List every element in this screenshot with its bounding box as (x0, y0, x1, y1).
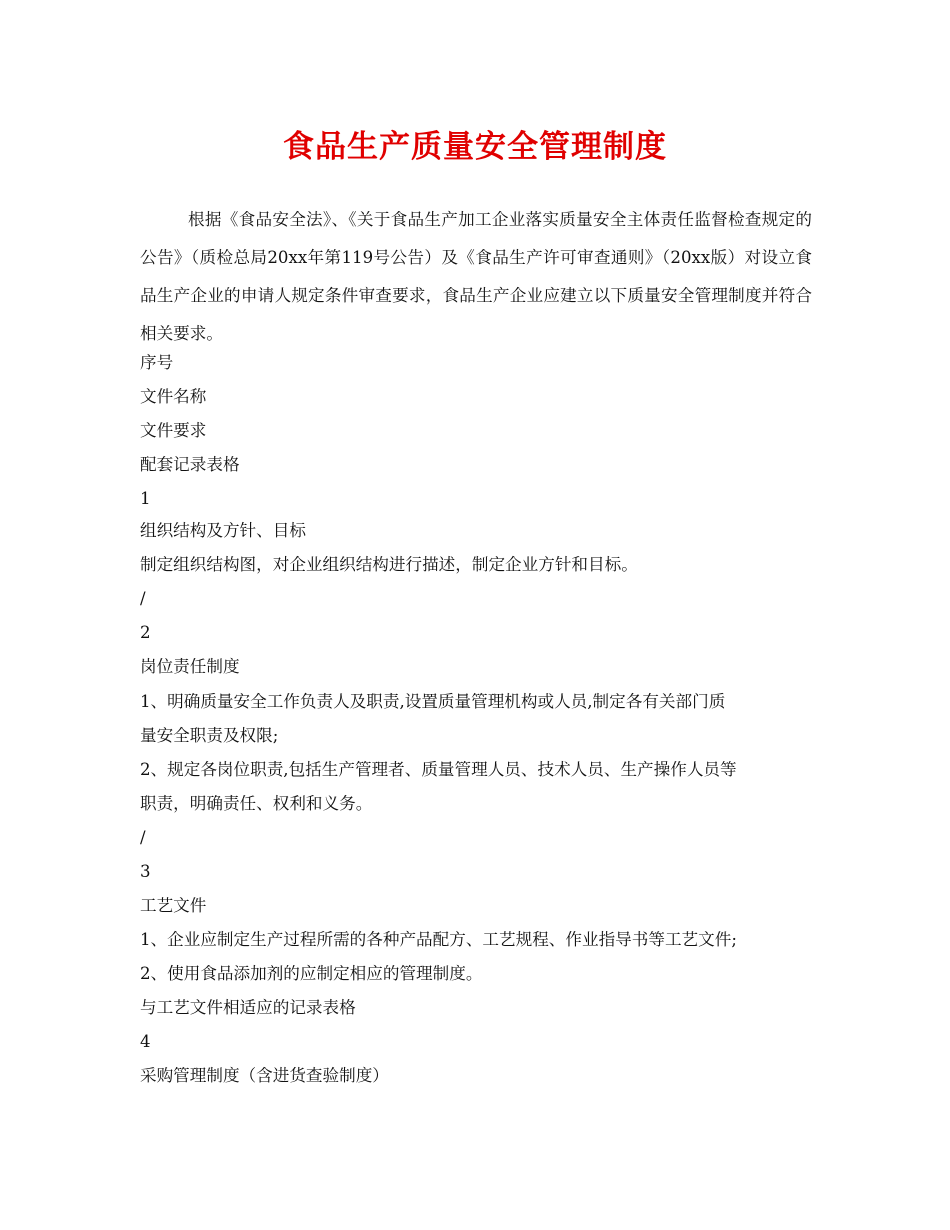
line-item-2-name: 岗位责任制度 (140, 657, 240, 676)
line-item-3-record: 与工艺文件相适应的记录表格 (140, 998, 356, 1017)
line-header-record-form: 配套记录表格 (140, 455, 240, 474)
line-item-4-name: 采购管理制度（含进货查验制度） (140, 1066, 389, 1085)
line-item-3-number: 3 (140, 862, 151, 881)
intro-paragraph: 根据《食品安全法》、《关于食品生产加工企业落实质量安全主体责任监督检查规定的公告》（质检总局20xx年第119号公告）及《食品生产许可审查通则》（20xx版）对设立食品生产企业的申请人规定条件审查要求，食品生产企业应建立以下质量安全管理制度并符合相关要求。 (140, 210, 812, 343)
line-header-file-name: 文件名称 (140, 387, 207, 406)
line-header-file-requirement: 文件要求 (140, 421, 207, 440)
line-item-2-number: 2 (140, 623, 151, 642)
line-item-1-record: / (140, 589, 146, 608)
line-item-1-number: 1 (140, 489, 151, 508)
line-item-2-requirement-1-cont: 量安全职责及权限; (140, 726, 279, 745)
line-item-2-record: / (140, 828, 146, 847)
document-title: 食品生产质量安全管理制度 (283, 129, 667, 165)
line-item-1-name: 组织结构及方针、目标 (140, 521, 306, 540)
line-item-1-requirement: 制定组织结构图，对企业组织结构进行描述，制定企业方针和目标。 (140, 555, 638, 574)
line-item-2-requirement-1: 1、明确质量安全工作负责人及职责,设置质量管理机构或人员,制定各有关部门质 (140, 692, 726, 711)
line-header-seq: 序号 (140, 353, 174, 372)
line-item-2-requirement-2: 2、规定各岗位职责,包括生产管理者、质量管理人员、技术人员、生产操作人员等 (140, 760, 737, 779)
line-item-3-requirement-1: 1、企业应制定生产过程所需的各种产品配方、工艺规程、作业指导书等工艺文件; (140, 930, 737, 949)
line-item-4-number: 4 (140, 1032, 151, 1051)
line-item-3-name: 工艺文件 (140, 896, 207, 915)
line-item-3-requirement-2: 2、使用食品添加剂的应制定相应的管理制度。 (140, 964, 483, 983)
line-item-2-requirement-2-cont: 职责，明确责任、权利和义务。 (140, 794, 373, 813)
